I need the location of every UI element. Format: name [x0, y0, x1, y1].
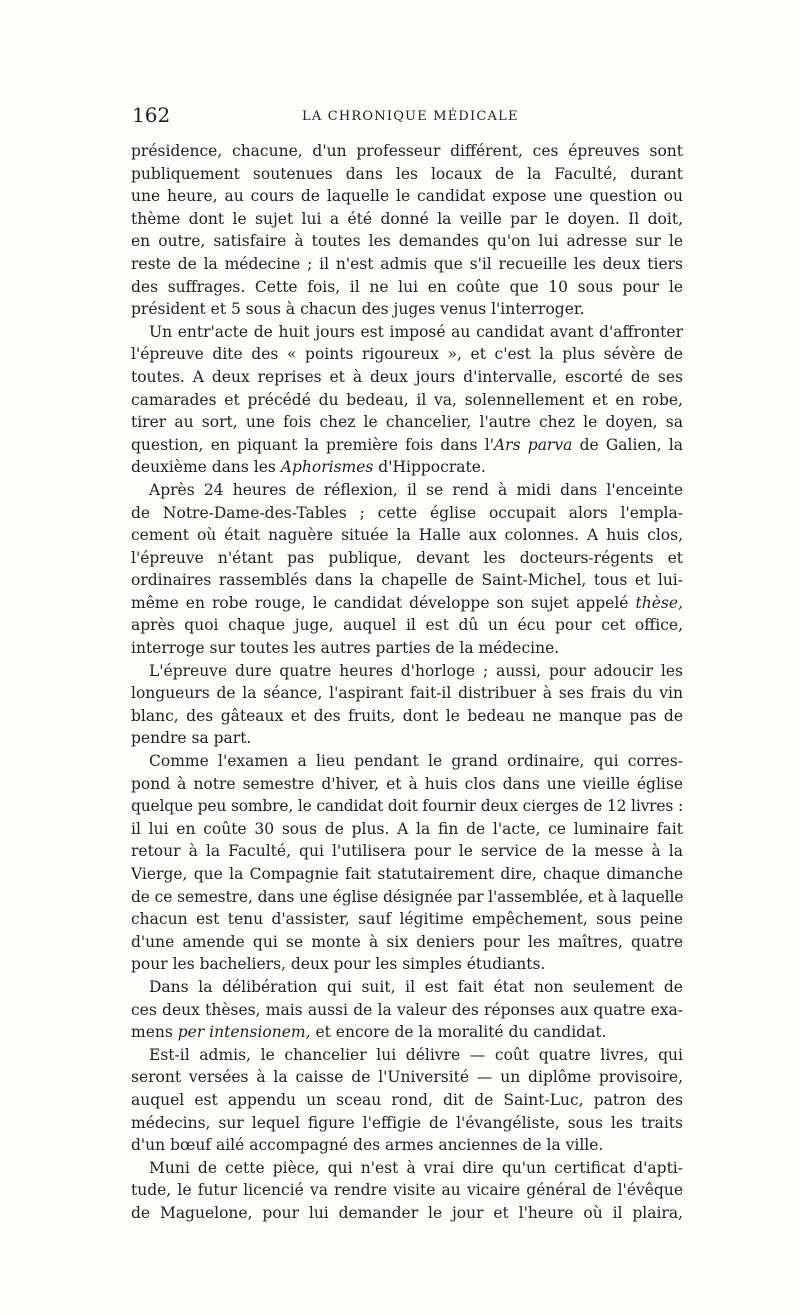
paragraph [131, 660, 683, 750]
paragraph [131, 976, 683, 1044]
text-line: quelque peu sombre, le candidat doit fournir deux cierges de 12 livres : [131, 797, 683, 816]
paragraph [131, 750, 683, 976]
paragraph [131, 479, 683, 660]
text-line [131, 456, 683, 479]
text-line: président et 5 sous à chacun des juges venus l'interroger. [131, 300, 585, 319]
text-line: seront versées à la caisse de l'Université — un diplôme provisoire, [131, 1068, 683, 1087]
italic-title: Aphorismes [280, 458, 374, 477]
text-line: Muni de cette pièce, qui n'est à vrai dire qu'un certificat d'apti- [149, 1158, 683, 1177]
text-line: Vierge, que la Compagnie fait statutairement dire, chaque dimanche [131, 865, 683, 883]
text-line: médecins, sur lequel figure l'effigie de l'évangéliste, sous les traits [131, 1113, 683, 1132]
text-line: Est-il admis, le chancelier lui délivre — coût quatre livres, qui [149, 1045, 683, 1064]
text-line: de Maguelone, pour lui demander le jour et l'heure où il plaira, [131, 1203, 683, 1222]
text-line: Un entr'acte de huit jours est imposé au candidat avant d'affronter [149, 322, 683, 341]
text-segment: mens [131, 1023, 178, 1042]
text-line: pendre sa part. [131, 729, 252, 748]
text-line: d'un bœuf ailé accompagné des armes anciennes de la ville. [131, 1136, 604, 1155]
text-line [131, 1021, 683, 1044]
text-line: il lui en coûte 30 sous de plus. A la fin de l'acte, ce luminaire fait [131, 819, 683, 838]
text-line: retour à la Faculté, qui l'utilisera pour le service de la messe à la [131, 842, 683, 861]
text-line: Après 24 heures de réflexion, il se rend à midi dans l'enceinte [149, 480, 683, 499]
text-segment: d'Hippocrate. [373, 458, 486, 477]
text-line: auquel est appendu un sceau rond, dit de Saint-Luc, patron des [131, 1090, 683, 1109]
text-segment: même en robe rouge, le candidat développe son sujet appelé [131, 593, 636, 612]
text-line: Comme l'examen a lieu pendant le grand ordinaire, qui corres- [149, 752, 683, 771]
text-line: pour les bacheliers, deux pour les simples étudiants. [131, 955, 546, 974]
paragraph [131, 321, 683, 479]
text-line [131, 434, 683, 457]
text-line: tude, le futur licencié va rendre visite au vicaire général de l'évêque [131, 1181, 683, 1200]
page-number: 162 [132, 103, 171, 127]
body-text [131, 140, 683, 1225]
text-line: Dans la délibération qui suit, il est fait état non seulement de [149, 977, 683, 996]
text-line: chacun est tenu d'assister, sauf légitime empêchement, sous peine [131, 910, 683, 929]
text-line: une heure, au cours de laquelle le candidat expose une question ou [131, 187, 683, 206]
text-line: toutes. A deux reprises et à deux jours d'intervalle, escorté de ses [131, 367, 683, 386]
text-line [131, 592, 683, 615]
text-segment: question, en piquant la première fois dans l' [131, 435, 494, 454]
text-line: après quoi chaque juge, auquel il est dû un écu pour cet office, [131, 616, 683, 635]
text-line: thème dont le sujet lui a été donné la veille par le doyen. Il doit, [131, 209, 683, 228]
paragraph [131, 140, 683, 321]
text-line: reste de la médecine ; il n'est admis que s'il recueille les deux tiers [131, 254, 683, 273]
text-line: l'épreuve dite des « points rigoureux », et c'est la plus sévère de [131, 345, 683, 364]
text-line: ordinaires rassemblés dans la chapelle de Saint-Michel, tous et lui- [131, 571, 683, 590]
italic-title: thèse, [635, 593, 683, 612]
running-head: LA CHRONIQUE MÉDICALE [302, 109, 519, 124]
text-line: de Notre-Dame-des-Tables ; cette église occupait alors l'empla- [131, 503, 683, 522]
text-line: tirer au sort, une fois chez le chancelier, l'autre chez le doyen, sa [131, 413, 683, 432]
text-line: en outre, satisfaire à toutes les demandes qu'on lui adresse sur le [131, 232, 683, 251]
text-segment: deuxième dans les [131, 458, 281, 477]
text-line: L'épreuve dure quatre heures d'horloge ; aussi, pour adoucir les [149, 661, 683, 680]
text-line: l'épreuve n'étant pas publique, devant les docteurs-régents et [131, 548, 683, 567]
text-line: ces deux thèses, mais aussi de la valeur des réponses aux quatre exa- [131, 1000, 683, 1019]
text-line: blanc, des gâteaux et des fruits, dont le bedeau ne manque pas de [131, 706, 683, 725]
page-header [130, 100, 682, 130]
text-line: pond à notre semestre d'hiver, et à huis clos dans une vieille église [131, 774, 683, 793]
text-segment: de Galien, la [572, 435, 683, 454]
text-line: interroge sur toutes les autres parties de la médecine. [131, 639, 560, 658]
paragraph [131, 1157, 683, 1225]
text-line: publiquement soutenues dans les locaux de la Faculté, durant [131, 164, 683, 183]
text-line: cement où était naguère située la Halle aux colonnes. A huis clos, [131, 526, 683, 545]
paragraph [131, 1044, 683, 1157]
text-line: longueurs de la séance, l'aspirant fait-il distribuer à ses frais du vin [131, 684, 683, 703]
italic-title: Ars parva [493, 435, 573, 454]
text-line: des suffrages. Cette fois, il ne lui en coûte que 10 sous pour le [131, 277, 683, 296]
text-line: présidence, chacune, d'un professeur différent, ces épreuves sont [131, 142, 683, 160]
text-line: de ce semestre, dans une église désignée par l'assemblée, et à laquelle [131, 887, 684, 906]
italic-title: per intensionem, [177, 1023, 311, 1042]
text-segment: et encore de la moralité du candidat. [310, 1023, 607, 1042]
text-line: d'une amende qui se monte à six deniers pour les maîtres, quatre [131, 932, 683, 951]
text-line: camarades et précédé du bedeau, il va, solennellement et en robe, [131, 390, 683, 409]
